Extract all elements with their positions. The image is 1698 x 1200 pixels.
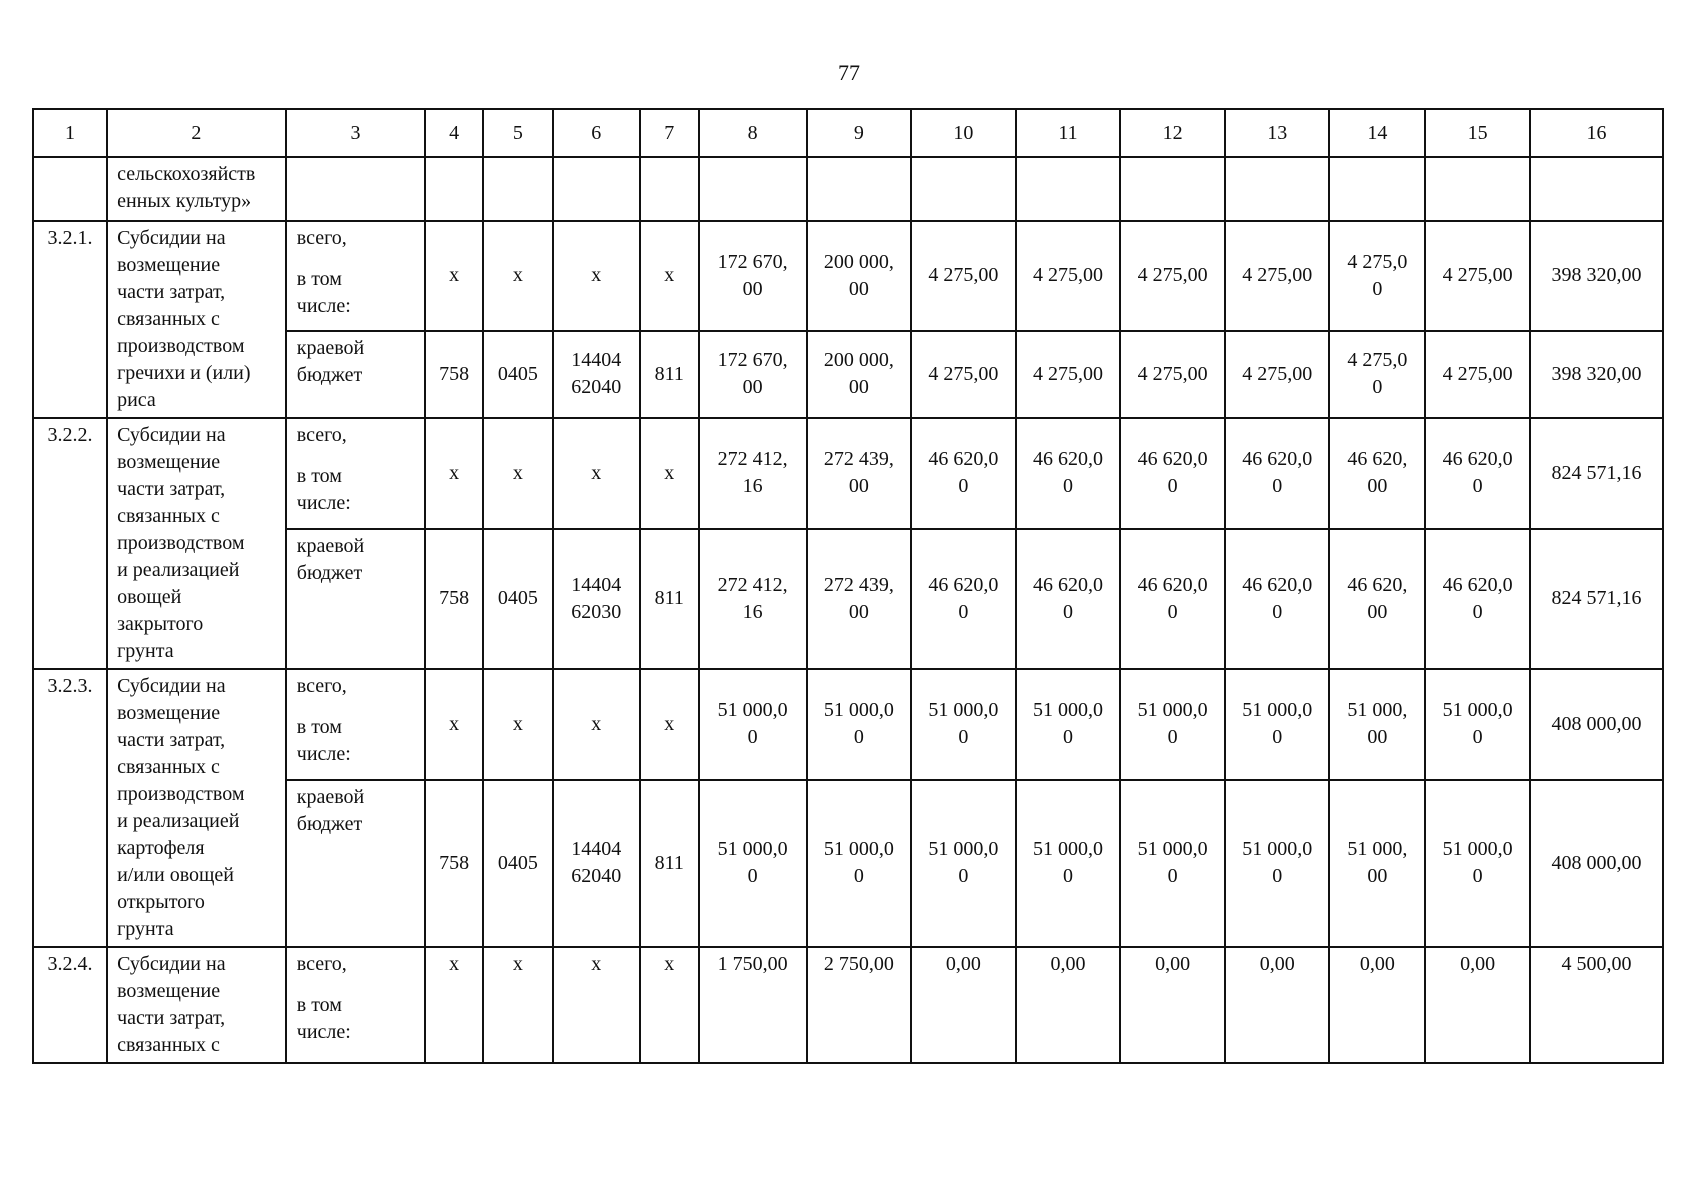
amount-cell: 4 275,00 — [1120, 331, 1225, 418]
row-code: 3.2.4. — [33, 947, 107, 1063]
amount-cell: 46 620,0 0 — [1120, 529, 1225, 669]
amount-cell: 172 670, 00 — [699, 331, 807, 418]
amount-cell: 51 000,0 0 — [1225, 780, 1330, 947]
amount-cell: 4 275,0 0 — [1329, 221, 1425, 331]
amount-cell: 51 000,0 0 — [1016, 669, 1121, 780]
page-number: 77 — [838, 60, 860, 85]
row-code: 3.2.3. — [33, 669, 107, 947]
empty-cell — [1225, 157, 1330, 221]
amount-cell: 4 275,0 0 — [1329, 331, 1425, 418]
code-value-cell: х — [553, 418, 640, 529]
header-cell: 7 — [640, 109, 699, 157]
header-cell: 4 — [425, 109, 483, 157]
amount-cell: 4 275,00 — [1120, 221, 1225, 331]
header-cell: 3 — [286, 109, 425, 157]
source-cell — [286, 669, 425, 780]
amount-cell: 408 000,00 — [1530, 669, 1663, 780]
code-value-cell: 758 — [425, 780, 483, 947]
code-value-cell: 811 — [640, 780, 699, 947]
empty-cell — [1016, 157, 1121, 221]
header-cell: 10 — [911, 109, 1016, 157]
code-value-cell: х — [425, 221, 483, 331]
source-cell: краевой бюджет — [286, 529, 425, 669]
empty-cell — [553, 157, 640, 221]
source-cell — [286, 418, 425, 529]
amount-cell: 4 275,00 — [1016, 331, 1121, 418]
code-value-cell: 14404 62040 — [553, 780, 640, 947]
code-value-cell: 14404 62030 — [553, 529, 640, 669]
amount-cell: 46 620,0 0 — [911, 529, 1016, 669]
budget-table — [32, 108, 1664, 1064]
source-label: в том числе: — [296, 716, 351, 765]
amount-cell: 0,00 — [1425, 947, 1530, 1063]
source-cell — [286, 947, 425, 1063]
amount-cell: 46 620,0 0 — [1225, 529, 1330, 669]
amount-cell: 408 000,00 — [1530, 780, 1663, 947]
code-value-cell: х — [483, 221, 553, 331]
header-cell: 6 — [553, 109, 640, 157]
amount-cell: 272 439, 00 — [807, 418, 912, 529]
amount-cell: 398 320,00 — [1530, 331, 1663, 418]
amount-cell: 272 439, 00 — [807, 529, 912, 669]
amount-cell: 46 620,0 0 — [1016, 529, 1121, 669]
header-cell: 14 — [1329, 109, 1425, 157]
empty-cell — [1120, 157, 1225, 221]
header-cell: 8 — [699, 109, 807, 157]
amount-cell: 4 275,00 — [1016, 221, 1121, 331]
amount-cell: 0,00 — [1016, 947, 1121, 1063]
row-description: Субсидии на возмещение части затрат, связанных с производством и реализацией овощей закрытого грунта — [107, 418, 286, 669]
amount-cell: 200 000, 00 — [807, 221, 912, 331]
code-value-cell: х — [640, 947, 699, 1063]
amount-cell: 4 275,00 — [1225, 221, 1330, 331]
amount-cell: 272 412, 16 — [699, 529, 807, 669]
row-description: Субсидии на возмещение части затрат, связанных с производством и реализацией картофеля и/или овощей открытого грунта — [107, 669, 286, 947]
amount-cell: 46 620, 00 — [1329, 418, 1425, 529]
amount-cell: 51 000,0 0 — [699, 780, 807, 947]
source-cell: краевой бюджет — [286, 780, 425, 947]
code-value-cell: х — [640, 418, 699, 529]
amount-cell: 51 000,0 0 — [1016, 780, 1121, 947]
code-value-cell: х — [553, 221, 640, 331]
code-value-cell: х — [483, 418, 553, 529]
header-cell: 16 — [1530, 109, 1663, 157]
amount-cell: 46 620,0 0 — [1016, 418, 1121, 529]
amount-cell: 2 750,00 — [807, 947, 912, 1063]
amount-cell: 0,00 — [911, 947, 1016, 1063]
source-label: всего, — [296, 675, 347, 697]
table-row — [33, 157, 1663, 221]
code-value-cell: х — [425, 947, 483, 1063]
code-value-cell: х — [553, 669, 640, 780]
amount-cell: 172 670, 00 — [699, 221, 807, 331]
code-value-cell: х — [425, 669, 483, 780]
amount-cell: 51 000,0 0 — [1425, 780, 1530, 947]
table-row — [33, 947, 1663, 1063]
amount-cell: 4 500,00 — [1530, 947, 1663, 1063]
source-label: в том числе: — [296, 994, 351, 1043]
amount-cell: 51 000,0 0 — [1425, 669, 1530, 780]
amount-cell: 51 000,0 0 — [911, 780, 1016, 947]
header-cell: 2 — [107, 109, 286, 157]
source-label: в том числе: — [296, 268, 351, 317]
amount-cell: 398 320,00 — [1530, 221, 1663, 331]
empty-cell — [286, 157, 425, 221]
code-value-cell: 14404 62040 — [553, 331, 640, 418]
empty-cell — [483, 157, 553, 221]
code-value-cell: 811 — [640, 529, 699, 669]
table-row — [33, 221, 1663, 331]
code-value-cell: 0405 — [483, 331, 553, 418]
source-cell — [286, 221, 425, 331]
amount-cell: 51 000,0 0 — [1120, 780, 1225, 947]
amount-cell: 200 000, 00 — [807, 331, 912, 418]
empty-cell — [640, 157, 699, 221]
amount-cell: 824 571,16 — [1530, 418, 1663, 529]
empty-cell — [1425, 157, 1530, 221]
amount-cell: 4 275,00 — [1425, 221, 1530, 331]
code-cell — [33, 157, 107, 221]
amount-cell: 824 571,16 — [1530, 529, 1663, 669]
code-value-cell: 758 — [425, 331, 483, 418]
amount-cell: 51 000, 00 — [1329, 669, 1425, 780]
source-label: всего, — [296, 227, 347, 249]
header-cell: 11 — [1016, 109, 1121, 157]
row-description: Субсидии на возмещение части затрат, связанных с — [107, 947, 286, 1063]
code-value-cell: х — [425, 418, 483, 529]
empty-cell — [699, 157, 807, 221]
code-value-cell: х — [640, 221, 699, 331]
empty-cell — [1329, 157, 1425, 221]
amount-cell: 0,00 — [1225, 947, 1330, 1063]
amount-cell: 1 750,00 — [699, 947, 807, 1063]
amount-cell: 51 000,0 0 — [1120, 669, 1225, 780]
table-row — [33, 669, 1663, 780]
amount-cell: 51 000, 00 — [1329, 780, 1425, 947]
row-code: 3.2.1. — [33, 221, 107, 418]
empty-cell — [1530, 157, 1663, 221]
amount-cell: 4 275,00 — [1225, 331, 1330, 418]
header-cell: 12 — [1120, 109, 1225, 157]
code-value-cell: 758 — [425, 529, 483, 669]
header-cell: 5 — [483, 109, 553, 157]
code-value-cell: х — [483, 947, 553, 1063]
code-value-cell: х — [483, 669, 553, 780]
empty-cell — [425, 157, 483, 221]
code-value-cell: х — [553, 947, 640, 1063]
empty-cell — [807, 157, 912, 221]
amount-cell: 46 620,0 0 — [1120, 418, 1225, 529]
code-value-cell: 0405 — [483, 780, 553, 947]
code-value-cell: 0405 — [483, 529, 553, 669]
source-cell: краевой бюджет — [286, 331, 425, 418]
amount-cell: 4 275,00 — [911, 331, 1016, 418]
code-value-cell: х — [640, 669, 699, 780]
amount-cell: 4 275,00 — [911, 221, 1016, 331]
amount-cell: 4 275,00 — [1425, 331, 1530, 418]
description-cell: сельскохозяйств енных культур» — [107, 157, 286, 221]
amount-cell: 51 000,0 0 — [807, 780, 912, 947]
source-label: всего, — [296, 953, 347, 975]
amount-cell: 46 620,0 0 — [1425, 529, 1530, 669]
code-value-cell: 811 — [640, 331, 699, 418]
row-code: 3.2.2. — [33, 418, 107, 669]
source-label: всего, — [296, 424, 347, 446]
amount-cell: 272 412, 16 — [699, 418, 807, 529]
header-cell: 13 — [1225, 109, 1330, 157]
empty-cell — [911, 157, 1016, 221]
source-label: в том числе: — [296, 465, 351, 514]
amount-cell: 51 000,0 0 — [1225, 669, 1330, 780]
amount-cell: 46 620,0 0 — [1425, 418, 1530, 529]
header-row — [33, 109, 1663, 157]
amount-cell: 51 000,0 0 — [807, 669, 912, 780]
amount-cell: 46 620,0 0 — [911, 418, 1016, 529]
amount-cell: 0,00 — [1120, 947, 1225, 1063]
amount-cell: 46 620,0 0 — [1225, 418, 1330, 529]
row-description: Субсидии на возмещение части затрат, связанных с производством гречихи и (или) риса — [107, 221, 286, 418]
amount-cell: 0,00 — [1329, 947, 1425, 1063]
header-cell: 9 — [807, 109, 912, 157]
amount-cell: 51 000,0 0 — [911, 669, 1016, 780]
amount-cell: 46 620, 00 — [1329, 529, 1425, 669]
table-row — [33, 418, 1663, 529]
amount-cell: 51 000,0 0 — [699, 669, 807, 780]
header-cell: 15 — [1425, 109, 1530, 157]
header-cell: 1 — [33, 109, 107, 157]
